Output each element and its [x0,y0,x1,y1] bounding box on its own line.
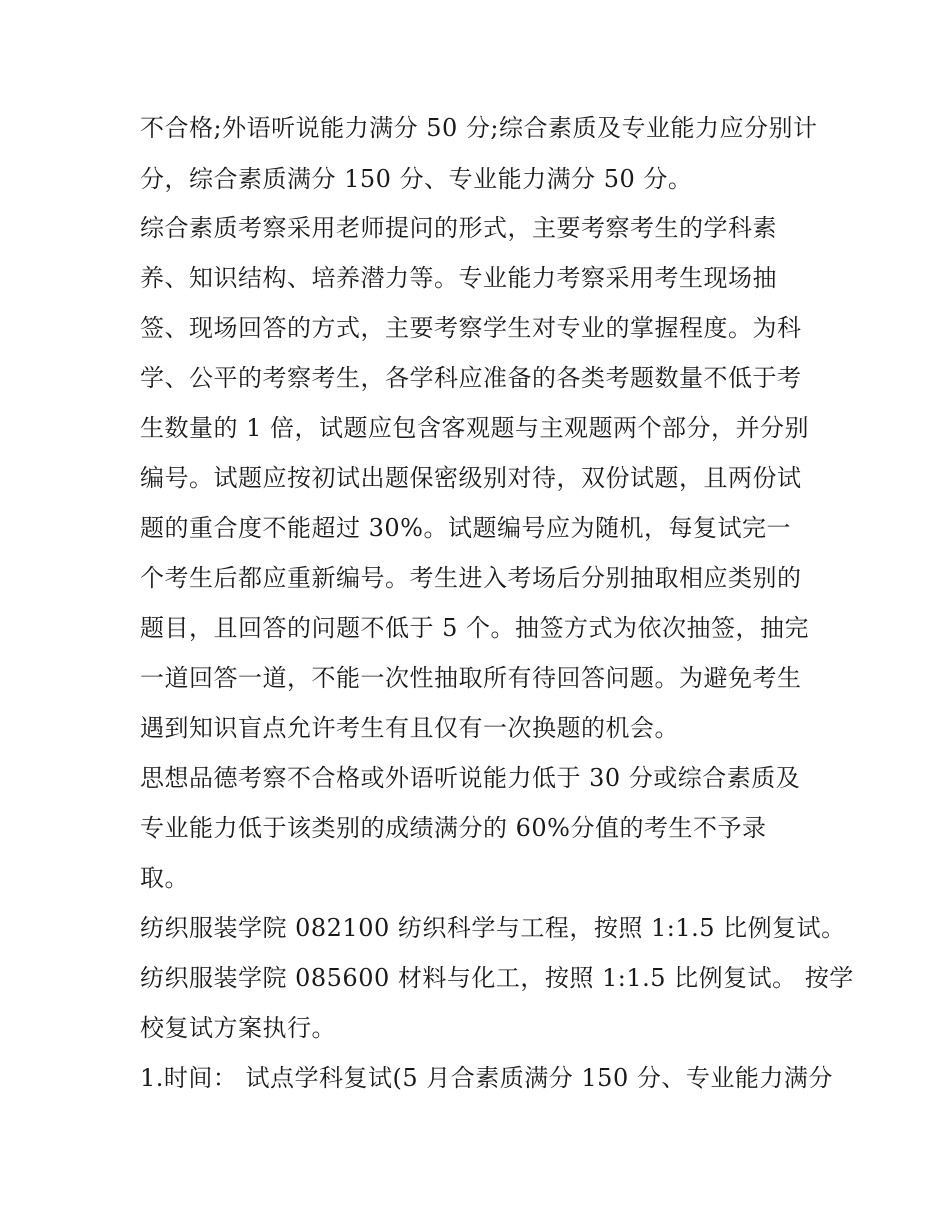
text-line: 取。 [140,864,189,892]
text-line: 学、公平的考察考生，各学科应准备的各类考题数量不低于考 [140,364,802,392]
text-line: 签、现场回答的方式，主要考察学生对专业的掌握程度。为科 [140,314,802,342]
text-line: 纺织服装学院 082100 纺织科学与工程，按照 1:1.5 比例复试。 [140,914,846,942]
text-line: 1.时间： 试点学科复试(5 月合素质满分 150 分、专业能力满分 [140,1064,833,1092]
text-line: 综合素质考察采用老师提问的形式，主要考察考生的学科素 [140,214,777,242]
text-line: 题的重合度不能超过 30%。试题编号应为随机，每复试完一 [140,514,791,542]
text-line: 不合格;外语听说能力满分 50 分;综合素质及专业能力应分别计 [140,114,818,142]
text-line: 思想品德考察不合格或外语听说能力低于 30 分或综合素质及 [140,764,801,792]
text-line: 养、知识结构、培养潜力等。专业能力考察采用考生现场抽 [140,264,777,292]
text-line: 遇到知识盲点允许考生有且仅有一次换题的机会。 [140,714,679,742]
text-line: 校复试方案执行。 [140,1014,336,1042]
text-line: 编号。试题应按初试出题保密级别对待，双份试题，且两份试 [140,464,802,492]
text-line: 生数量的 1 倍，试题应包含客观题与主观题两个部分，并分别 [140,414,810,442]
text-line: 专业能力低于该类别的成绩满分的 60%分值的考生不予录 [140,814,767,842]
text-line: 个考生后都应重新编号。考生进入考场后分别抽取相应类别的 [140,564,802,592]
text-line: 题目，且回答的问题不低于 5 个。抽签方式为依次抽签，抽完 [140,614,810,642]
text-line: 分，综合素质满分 150 分、专业能力满分 50 分。 [140,165,693,193]
text-line: 一道回答一道，不能一次性抽取所有待回答问题。为避免考生 [140,664,802,692]
text-line: 纺织服装学院 085600 材料与化工，按照 1:1.5 比例复试。 按学 [140,964,854,992]
